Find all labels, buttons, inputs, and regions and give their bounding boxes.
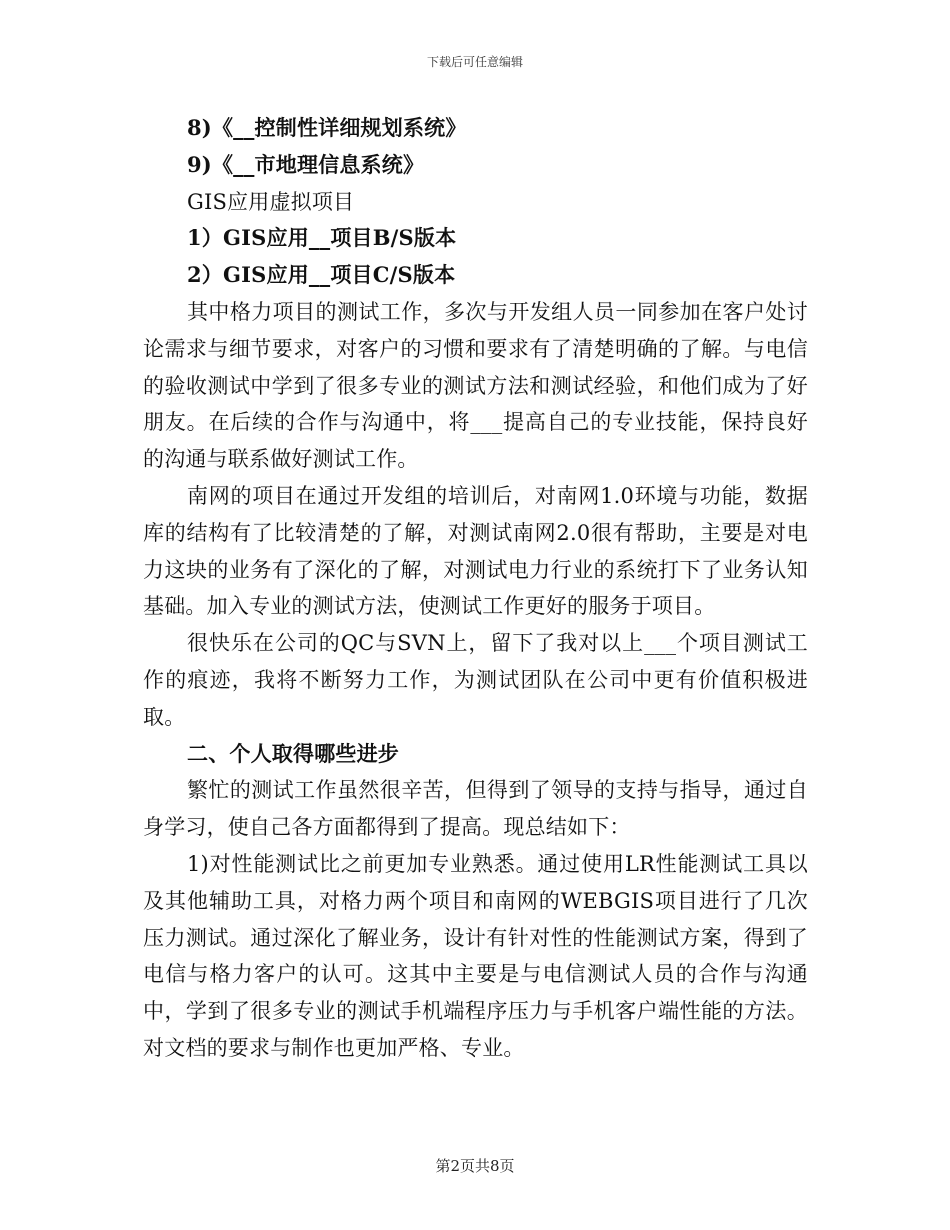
paragraph-gree-testing: 其中格力项目的测试工作，多次与开发组人员一同参加在客户处讨论需求与细节要求，对客户的习惯和要求有了清楚明确的了解。与电信的验收测试中学到了很多专业的测试方法和测试经验，和他们成为了好朋友。在后续的合作与沟通中，将___提高自己的专业技能，保持良好的沟通与联系做好测试工作。 (143, 299, 808, 472)
paragraph-summary-intro: 繁忙的测试工作虽然很辛苦，但得到了领导的支持与指导，通过自身学习，使自己各方面都得到了提高。现总结如下： (143, 778, 808, 840)
paragraph-southern-grid: 南网的项目在通过开发组的培训后，对南网1.0环境与功能，数据库的结构有了比较清楚的了解，对测试南网2.0很有帮助，主要是对电力这块的业务有了深化的了解，对测试电力行业的系统打下了业务认知基础。加入专业的测试方法，使测试工作更好的服务于项目。 (143, 483, 808, 619)
gis-item-2: 2）GIS应用__项目C/S版本 (187, 262, 456, 288)
page-number: 第2页共8页 (435, 1157, 515, 1175)
paragraph-performance-testing: 1)对性能测试比之前更加专业熟悉。通过使用LR性能测试工具以及其他辅助工具，对格力两个项目和南网的WEBGIS项目进行了几次压力测试。通过深化了解业务，设计有针对性的性能测试方案，得到了电信与格力客户的认可。这其中主要是与电信测试人员的合作与沟通中，学到了很多专业的测试手机端程序压力与手机客户端性能的方法。对文档的要求与制作也更加严格、专业。 (143, 851, 808, 1060)
gis-project-label: GIS应用虚拟项目 (187, 189, 355, 214)
document-body (143, 110, 808, 1067)
list-item-9: 9)《__市地理信息系统》 (187, 151, 425, 177)
gis-item-1: 1）GIS应用__项目B/S版本 (187, 225, 457, 251)
list-item-8: 8)《__控制性详细规划系统》 (187, 115, 467, 140)
paragraph-qc-svn: 很快乐在公司的QC与SVN上，留下了我对以上___个项目测试工作的痕迹，我将不断努力工作，为测试团队在公司中更有价值积极进取。 (143, 631, 808, 729)
page-header: 下载后可任意编辑 (426, 55, 523, 69)
section-heading: 二、个人取得哪些进步 (187, 740, 399, 766)
